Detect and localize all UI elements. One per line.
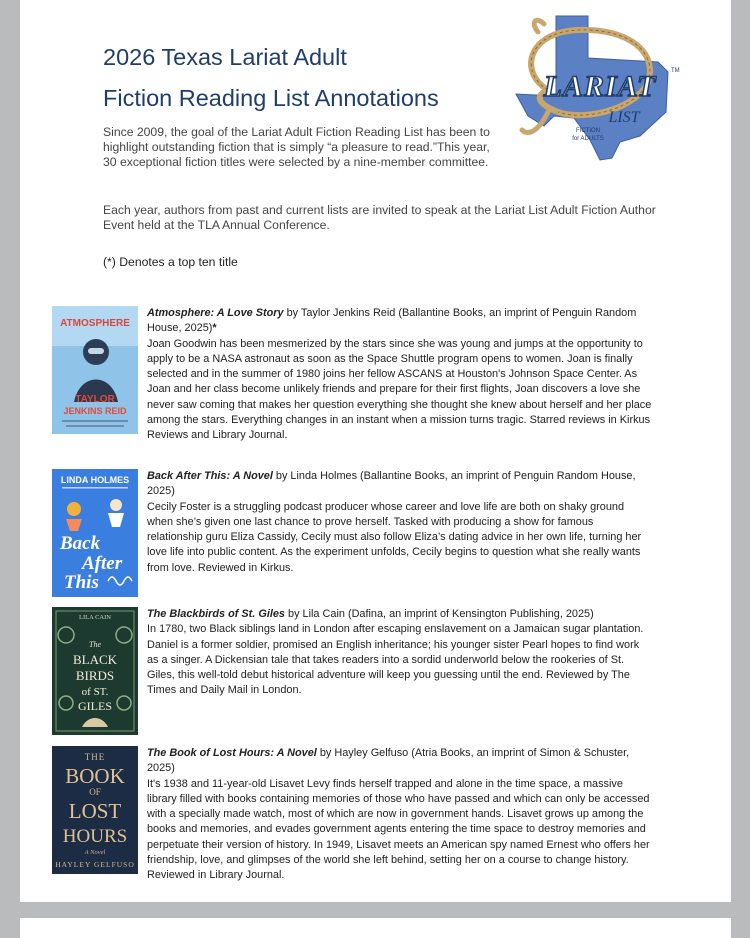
book-cover-lost-hours bbox=[52, 746, 138, 874]
book-byline: by Lila Cain (Dafina, an imprint of Kensington Publishing, 2025) bbox=[284, 608, 594, 620]
svg-text:LILA CAIN: LILA CAIN bbox=[79, 614, 111, 621]
top-ten-star: * bbox=[212, 322, 217, 335]
svg-text:LOST: LOST bbox=[68, 799, 122, 823]
svg-text:OF: OF bbox=[89, 787, 101, 797]
book-annotation: Cecily Foster is a struggling podcast producer whose career and love life are both on shaky ground when she’s given one last chance to prove herself. Tasked with producing a show for famous relationship guru Eliza Cassidy, Cecily must also follow Eliza’s dating advice in her own life, turning her love life into public content. As the experiment unfolds, Cecily begins to question what she really wants from love. Reviewed in Kirkus. bbox=[147, 500, 642, 574]
logo-sub: LIST bbox=[608, 109, 640, 126]
author-event-paragraph: Each year, authors from past and current lists are invited to speak at the Lariat List Adult Fiction Author Event held at the TLA Annual Conference. bbox=[103, 203, 656, 233]
svg-text:TAYLOR: TAYLOR bbox=[75, 394, 115, 405]
book-cover-blackbirds bbox=[52, 607, 138, 735]
logo-tagline-2: for ADULTS bbox=[572, 136, 604, 142]
book-cover-back-after-this bbox=[52, 469, 138, 597]
book-title: The Blackbirds of St. Giles bbox=[147, 608, 285, 620]
svg-text:BIRDS: BIRDS bbox=[75, 668, 115, 683]
svg-text:Back: Back bbox=[60, 533, 101, 554]
page-title-line2: Fiction Reading List Annotations bbox=[103, 85, 439, 111]
svg-text:THE: THE bbox=[84, 752, 106, 762]
svg-text:BOOK: BOOK bbox=[65, 764, 125, 788]
svg-text:of ST.: of ST. bbox=[81, 686, 109, 698]
book-byline: by Taylor Jenkins Reid (Ballantine Books, an imprint of Penguin Random House, 2025) bbox=[147, 307, 637, 335]
svg-text:The: The bbox=[89, 640, 101, 649]
book-cover-atmosphere bbox=[52, 306, 138, 434]
book-title: Atmosphere: A Love Story bbox=[147, 307, 284, 319]
logo-tagline-1: FICTION bbox=[576, 128, 600, 134]
logo-word: LARIAT bbox=[543, 70, 657, 103]
svg-text:BLACK: BLACK bbox=[72, 652, 118, 667]
lariat-list-logo bbox=[508, 12, 683, 162]
svg-text:GILES: GILES bbox=[78, 699, 112, 713]
svg-text:HOURS: HOURS bbox=[62, 826, 128, 847]
book-title: Back After This: A Novel bbox=[147, 470, 273, 482]
svg-text:A Novel: A Novel bbox=[84, 849, 106, 856]
top-ten-note: (*) Denotes a top ten title bbox=[103, 255, 238, 269]
book-annotation: Joan Goodwin has been mesmerized by the stars since she was young and jumps at the opportunity to apply to be a NASA astronaut as soon as the Space Shuttle program opens to women. Joan is finally selected and in the summer of 1980 joins her fellow ASCANS at Houston's Johnson Space Center. As Joan and her class become unlikely friends and prepare for their first flights, Joan discovers a love she never saw coming that makes her question everything she thought she knew about herself and her place among the stars. Everything changes in an instant when a mission turns tragic. Starred reviews in Kirkus Reviews and Library Journal. bbox=[147, 337, 652, 442]
svg-text:After: After bbox=[82, 553, 123, 574]
book-annotation: It's 1938 and 11-year-old Lisavet Levy finds herself trapped and alone in the time space, a massive library filled with books containing memories of those who have passed and which can only be accessed with a specially made watch, most of which are now in government hands. Lisavet grows up among the books and memories, and evades government agents entering the time space to destroy memories and perpetuate their version of history. In 1949, Lisavet meets an American spy named Ernest who offers her friendship, love, and glimpses of the world she left behind, setting her on a course to change history. Reviewed in Library Journal. bbox=[147, 777, 650, 882]
book-byline: by Linda Holmes (Ballantine Books, an imprint of Penguin Random House, 2025) bbox=[147, 470, 636, 498]
svg-text:JENKINS REID: JENKINS REID bbox=[63, 406, 127, 416]
svg-text:LINDA HOLMES: LINDA HOLMES bbox=[60, 475, 130, 485]
book-title: The Book of Lost Hours: A Novel bbox=[147, 747, 317, 759]
svg-text:HAYLEY GELFUSO: HAYLEY GELFUSO bbox=[55, 860, 135, 869]
svg-text:This: This bbox=[64, 572, 99, 593]
svg-text:ATMOSPHERE: ATMOSPHERE bbox=[60, 318, 130, 329]
document-page bbox=[20, 0, 731, 902]
page-title-line1: 2026 Texas Lariat Adult bbox=[103, 44, 347, 70]
intro-paragraph: Since 2009, the goal of the Lariat Adult Fiction Reading List has been to highlight outstanding fiction that is simply “a pleasure to read.”This year, 30 exceptional fiction titles were selected by a nine-member committee. bbox=[103, 125, 490, 170]
next-page-edge bbox=[20, 918, 731, 938]
book-byline: by Hayley Gelfuso (Atria Books, an imprint of Simon & Schuster, 2025) bbox=[147, 747, 630, 775]
logo-tm: TM bbox=[671, 68, 680, 74]
book-annotation: In 1780, two Black siblings land in London after escaping enslavement on a Jamaican sugar plantation. Daniel is a former soldier, promised an English inheritance; his younger sister Pearl hopes to find work as a singer. A Dickensian tale that takes readers into a sordid underworld below the rookeries of St. Giles, this well-told debut historical adventure will keep you guessing until the end. Reviewed by The Times and Daily Mail in London. bbox=[147, 623, 644, 697]
